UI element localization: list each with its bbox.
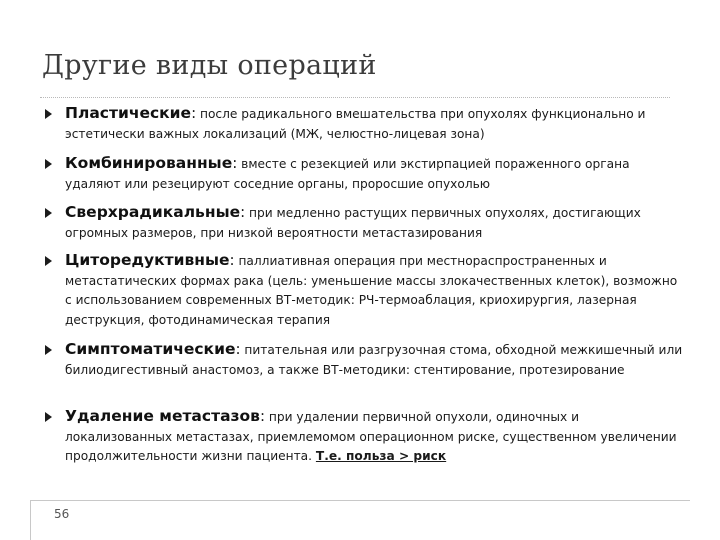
item-colon: : — [232, 154, 238, 172]
item-description: паллиативная операция при местнораспространенных и метастатических формах рака (цель: уменьшение массы злокачественных клеток), возможно с использованием современных ВТ-методик: РЧ-термоаблация, криохирургия, лазерная деструкция, фотодинамическая терапия — [65, 254, 678, 327]
item-colon: : — [229, 251, 235, 269]
triangle-bullet-icon — [45, 159, 52, 169]
item-description: питательная или разгрузочная стома, обходной межкишечный или билиодигестивный анастомоз, а также ВТ-методики: стентирование, протезирование — [65, 343, 683, 377]
item-text — [65, 154, 685, 194]
item-text — [65, 407, 685, 467]
page-number: 56 — [54, 507, 70, 521]
benefit-risk-emphasis: Т.е. польза > риск — [315, 449, 447, 464]
list-item — [45, 407, 685, 467]
item-description: при медленно растущих первичных опухолях, достигающих огромных размеров, при низкой вероятности метастазирования — [65, 206, 641, 240]
item-term: Циторедуктивные — [65, 251, 230, 269]
item-text — [65, 251, 685, 330]
title-divider — [40, 97, 670, 98]
item-term: Сверхрадикальные — [65, 203, 241, 221]
triangle-bullet-icon — [45, 345, 52, 355]
item-term: Симптоматические — [65, 340, 236, 358]
list-item — [45, 251, 685, 330]
list-item — [45, 154, 685, 194]
triangle-bullet-icon — [45, 256, 52, 266]
item-colon: : — [191, 104, 197, 122]
triangle-bullet-icon — [45, 109, 52, 119]
item-text — [65, 104, 685, 144]
footer-divider — [30, 500, 690, 501]
list-item — [45, 203, 685, 243]
item-text — [65, 203, 685, 243]
item-term: Удаление метастазов — [65, 407, 260, 425]
triangle-bullet-icon — [45, 412, 52, 422]
footer-vertical-rule — [30, 500, 31, 540]
item-description: после радикального вмешательства при опухолях функционально и эстетически важных локализаций (МЖ, челюстно-лицевая зона) — [65, 107, 646, 141]
item-description: вместе с резекцией или экстирпацией пораженного органа удаляют или резецируют соседние органы, проросшие опухолью — [65, 157, 630, 191]
item-text — [65, 340, 685, 380]
item-description: при удалении первичной опухоли, одиночных и локализованных метастазах, приемлемомом операционном риске, существенном увеличении продолжительности жизни пациента. — [65, 410, 677, 464]
list-item — [45, 340, 685, 380]
list-item — [45, 104, 685, 144]
triangle-bullet-icon — [45, 208, 52, 218]
item-colon: : — [240, 203, 246, 221]
item-colon: : — [235, 340, 241, 358]
slide-title: Другие виды операций — [42, 50, 377, 81]
item-term: Комбинированные — [65, 154, 233, 172]
item-colon: : — [260, 407, 266, 425]
item-term: Пластические — [65, 104, 192, 122]
